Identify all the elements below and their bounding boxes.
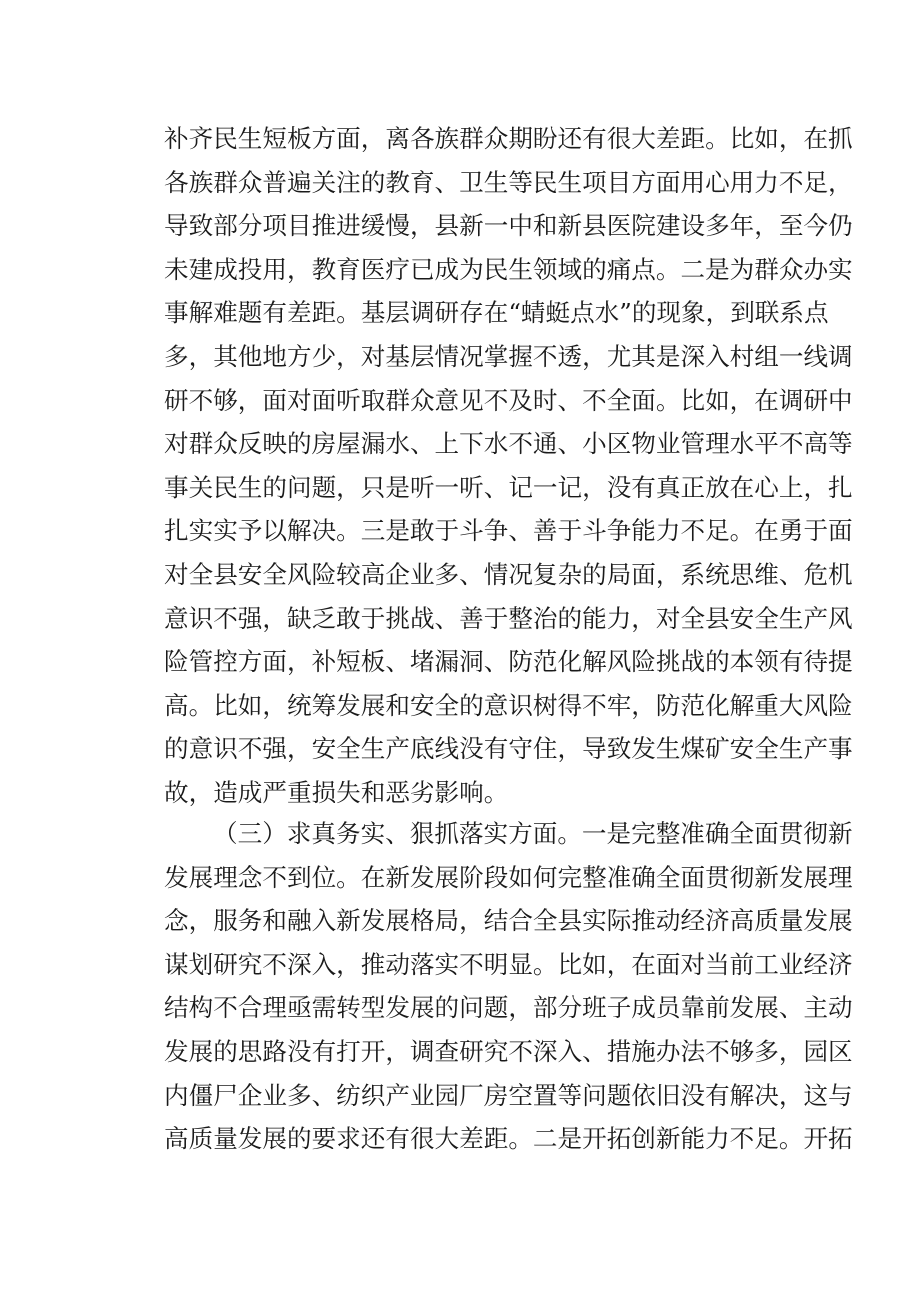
paragraph-1-line: 对全县安全风险较高企业多、情况复杂的局面，系统思维、危机 xyxy=(164,559,853,589)
paragraph-1-line: 未建成投用，教育医疗已成为民生领域的痛点。二是为群众办实 xyxy=(164,254,853,284)
paragraph-1-line: 补齐民生短板方面，离各族群众期盼还有很大差距。比如，在抓 xyxy=(164,124,853,153)
paragraph-2-line: 内僵尸企业多、纺织产业园厂房空置等问题依旧没有解决，这与 xyxy=(164,1080,853,1110)
paragraph-1 xyxy=(164,117,853,815)
paragraph-1-line: 的意识不强，安全生产底线没有守住，导致发生煤矿安全生产事 xyxy=(164,734,853,764)
paragraph-1-line: 险管控方面，补短板、堵漏洞、防范化解风险挑战的本领有待提 xyxy=(164,647,853,677)
paragraph-2-line: 谋划研究不深入，推动落实不明显。比如，在面对当前工业经济 xyxy=(164,949,853,979)
paragraph-1-line: 高。比如，统筹发展和安全的意识树得不牢，防范化解重大风险 xyxy=(164,690,853,720)
paragraph-1-line: 各族群众普遍关注的教育、卫生等民生项目方面用心用力不足， xyxy=(164,167,853,197)
paragraph-1-line: 对群众反映的房屋漏水、上下水不通、小区物业管理水平不高等 xyxy=(164,429,853,459)
paragraph-1-line: 导致部分项目推进缓慢，县新一中和新县医院建设多年，至今仍 xyxy=(164,211,853,241)
paragraph-1-line: 故，造成严重损失和恶劣影响。 xyxy=(164,777,509,807)
paragraph-1-line: 事解难题有差距。基层调研存在“蜻蜓点水”的现象，到联系点 xyxy=(164,298,829,328)
paragraph-2-line: 结构不合理亟需转型发展的问题，部分班子成员靠前发展、主动 xyxy=(164,993,853,1023)
paragraph-2-line: 发展理念不到位。在新发展阶段如何完整准确全面贯彻新发展理 xyxy=(164,862,853,892)
paragraph-1-line: 意识不强，缺乏敢于挑战、善于整治的能力，对全县安全生产风 xyxy=(164,603,853,633)
paragraph-1-line: 扎实实予以解决。三是敢于斗争、善于斗争能力不足。在勇于面 xyxy=(164,516,853,546)
paragraph-1-line: 多，其他地方少，对基层情况掌握不透，尤其是深入村组一线调 xyxy=(164,341,853,371)
paragraph-2-line: 念，服务和融入新发展格局，结合全县实际推动经济高质量发展 xyxy=(164,906,853,936)
paragraph-2-line: 高质量发展的要求还有很大差距。二是开拓创新能力不足。开拓 xyxy=(164,1124,853,1154)
paragraph-2-line: （三）求真务实、狠抓落实方面。一是完整准确全面贯彻新 xyxy=(213,819,853,848)
paragraph-1-line: 事关民生的问题，只是听一听、记一记，没有真正放在心上，扎 xyxy=(164,472,853,502)
paragraph-2 xyxy=(164,812,853,1161)
paragraph-1-line: 研不够，面对面听取群众意见不及时、不全面。比如，在调研中 xyxy=(164,385,853,415)
paragraph-2-line: 发展的思路没有打开，调查研究不深入、措施办法不够多，园区 xyxy=(164,1036,853,1066)
